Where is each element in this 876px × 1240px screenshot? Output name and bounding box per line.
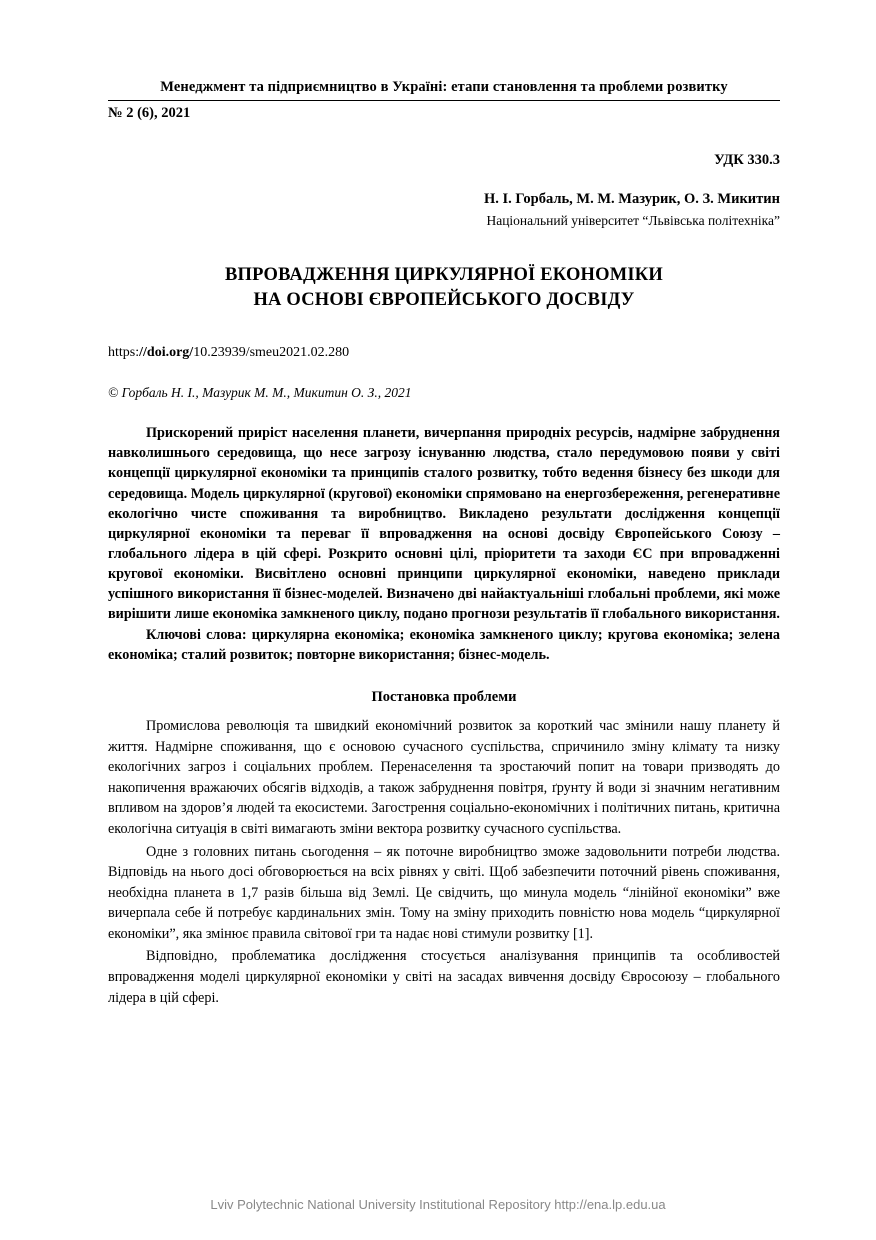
doi-link[interactable] [108, 345, 780, 361]
issue-number: № 2 (6), 2021 [108, 105, 191, 122]
copyright-line: © Горбаль Н. І., Мазурик М. М., Микитин О. З., 2021 [108, 385, 412, 401]
running-head: Менеджмент та підприємництво в Україні: етапи становлення та проблеми розвитку [160, 79, 728, 95]
article-title-line-1: ВПРОВАДЖЕННЯ ЦИРКУЛЯРНОЇ ЕКОНОМІКИ [224, 265, 663, 286]
article-title [108, 263, 780, 313]
section-heading: Постановка проблеми [371, 688, 517, 705]
paragraph: Промислова революція та швидкий економічний розвиток за короткий час змінили нашу планету й життя. Надмірне споживання, що є основою сучасного суспільства, спричинило зміну клімату та низку екологічних загроз і соціальних проблем. Перенаселення та зростаючий попит на товари призводять до накопичення вражаючих обсягів відходів, а також забруднення повітря, ґрунту й води зі значним негативним впливом на здоров’я людей та екосистеми. Загострення соціально-економічних і політичних питань, критична екологічна ситуація в світі вимагають зміни вектора розвитку сучасного суспільства. [108, 717, 780, 837]
paragraph: Одне з головних питань сьогодення – як поточне виробництво зможе задовольнити потреби людства. Відповідь на нього досі обговорюється на всіх рівнях у світі. Щоб забезпечити поточний рівень споживання, необхідна планета в 1,7 разів більша від Землі. Це свідчить, що минула модель “лінійної економіки” вже вичерпала себе й потребує кардинальних змін. Тому на зміну приходить повністю нова модель “циркулярної економіки”, яка змінює правила світової гри та надає нові стимули розвитку [1]. [108, 843, 780, 942]
doi-domain: //doi.org/ [139, 345, 194, 361]
paragraph: Відповідно, проблематика дослідження стосується аналізування принципів та особливостей впровадження моделі циркулярної економіки у світі на засадах вивчення досвіду Євросоюзу – глобального лідера в цій сфері. [108, 948, 780, 1006]
abstract-text: Прискорений приріст населення планети, вичерпання природніх ресурсів, надмірне забруднення навколишнього середовища, що несе загрозу існуванню людства, стало передумовою появи у світі концепції циркулярної економіки та принципів сталого розвитку, тобто ведення бізнесу без шкоди для середовища. Модель циркулярної (кругової) економіки спрямовано на енергозбереження, регенеративне екологічно чисте споживання та виробництво. Викладено результати дослідження концепції циркулярної економіки та переваг її впровадження на основі досвіду Європейського Союзу – глобального лідера в цій сфері. Розкрито основні цілі, пріоритети та заходи ЄС при впровадженні кругової економіки. Висвітлено основні принципи циркулярної економіки, наведено приклади успішного використання її бізнес-моделей. Визначено дві найактуальніші глобальні проблеми, які може вирішити лише економіка замкненого циклу, подано прогнози результатів її глобального використання. [108, 425, 780, 623]
header-divider [108, 100, 780, 101]
repository-footer: Lviv Polytechnic National University Institutional Repository http://ena.lp.edu.ua [210, 1197, 666, 1212]
affiliation: Національний університет “Львівська політехніка” [486, 213, 780, 229]
article-title-line-2: НА ОСНОВІ ЄВРОПЕЙСЬКОГО ДОСВІДУ [253, 290, 635, 311]
author-list: Н. І. Горбаль, М. М. Мазурик, О. З. Микитин [484, 191, 780, 208]
doi-suffix: 10.23939/smeu2021.02.280 [193, 345, 350, 361]
body-text [108, 716, 780, 1008]
doi-prefix: https: [108, 345, 140, 361]
keywords-text: Ключові слова: циркулярна економіка; економіка замкненого циклу; кругова економіка; зелена економіка; сталий розвиток; повторне використання; бізнес-модель. [108, 626, 780, 663]
udc-code: УДК 330.3 [714, 152, 780, 169]
